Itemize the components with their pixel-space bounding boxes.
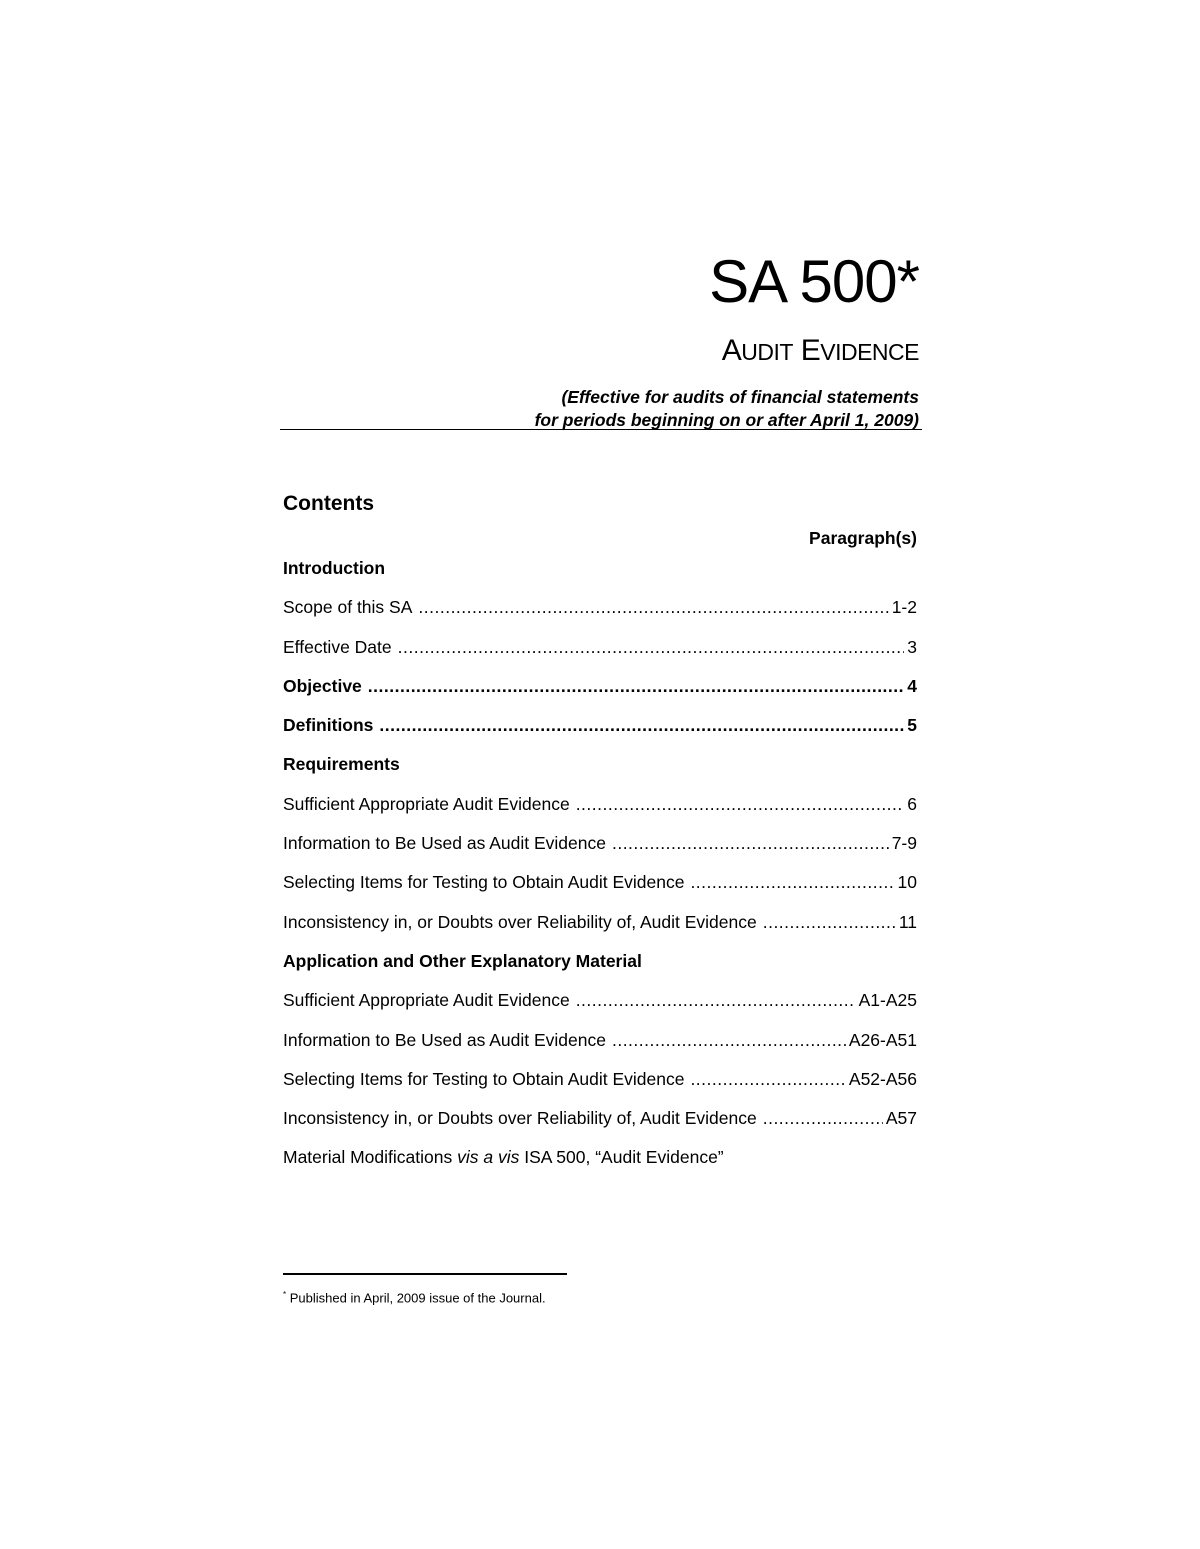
toc-entry-paragraphs: 4: [907, 675, 917, 696]
toc-entry-label: Selecting Items for Testing to Obtain Audit Evidence: [283, 1068, 685, 1089]
toc-dot-leader: [576, 791, 905, 817]
toc-entry: [283, 1066, 917, 1105]
toc-entry-label: Introduction: [283, 558, 386, 578]
toc-entry-paragraphs: 3: [907, 636, 917, 657]
toc-entry: [283, 869, 917, 908]
toc-entry: [283, 1027, 917, 1066]
toc-entry: [283, 673, 917, 712]
title-rest-2: VIDENCE: [820, 339, 919, 365]
toc-entry-paragraphs: A26-A51: [848, 1029, 917, 1050]
toc-entry-label: Scope of this SA: [283, 597, 413, 618]
effective-line-2: for periods beginning on or after April 1, 2009): [534, 410, 919, 430]
toc-entry-label: Information to Be Used as Audit Evidence: [283, 833, 606, 854]
toc-entry-label: Application and Other Explanatory Material: [283, 950, 642, 971]
contents-heading: Contents: [283, 492, 374, 515]
title-rest-1: UDIT: [741, 339, 793, 365]
standard-title: [722, 336, 919, 366]
toc-entry-paragraphs: 6: [907, 793, 917, 814]
toc-dot-leader: [763, 1105, 883, 1131]
toc-dot-leader: [418, 594, 888, 620]
toc-entry-paragraphs: 5: [907, 715, 917, 736]
toc-dot-leader: [690, 869, 894, 895]
toc-entry-label: Objective: [283, 675, 362, 696]
title-cap-1: A: [721, 334, 742, 367]
header-divider: [280, 429, 922, 430]
modifications-italic: vis a vis: [457, 1147, 520, 1168]
modifications-prefix: Material Modifications: [283, 1147, 458, 1168]
toc-entry-paragraphs: 11: [898, 911, 917, 932]
toc-entry: [283, 1105, 917, 1144]
toc-entry-label: Inconsistency in, or Doubts over Reliability of, Audit Evidence: [283, 1108, 757, 1129]
toc-entry-label: Requirements: [283, 754, 400, 775]
footnote: [283, 1290, 546, 1305]
toc-dot-leader: [763, 909, 896, 935]
toc-entry-paragraphs: 7-9: [891, 833, 917, 854]
toc-entry: [283, 830, 917, 869]
toc-dot-leader: [379, 712, 904, 738]
toc-entry-label: Effective Date: [283, 636, 392, 657]
toc-entry-label: Information to Be Used as Audit Evidence: [283, 1029, 606, 1050]
toc-dot-leader: [690, 1066, 845, 1092]
toc-entry-paragraphs: 10: [897, 872, 917, 893]
modifications-suffix: ISA 500, “Audit Evidence”: [519, 1147, 724, 1168]
table-of-contents: [283, 555, 917, 1184]
toc-dot-leader: [612, 1027, 846, 1053]
toc-entry: [283, 555, 917, 594]
toc-entry-label: Definitions: [283, 715, 374, 736]
toc-entry: [283, 751, 917, 790]
toc-entry: [283, 909, 917, 948]
toc-entry-label: Sufficient Appropriate Audit Evidence: [283, 990, 570, 1011]
toc-dot-leader: [368, 673, 904, 699]
effective-date-note: [535, 386, 919, 432]
toc-entry: [283, 594, 917, 633]
toc-entry-paragraphs: A1-A25: [858, 990, 917, 1011]
paragraphs-column-label: Paragraph(s): [809, 528, 917, 548]
toc-entry-paragraphs: A57: [885, 1108, 917, 1129]
toc-entry: [283, 712, 917, 751]
effective-line-1: (Effective for audits of financial statements: [561, 387, 919, 407]
toc-dot-leader: [612, 830, 889, 856]
toc-entry-paragraphs: A52-A56: [848, 1068, 917, 1089]
toc-entry: [283, 948, 917, 987]
standard-number: SA 500*: [709, 248, 919, 315]
footnote-divider: [283, 1273, 567, 1275]
toc-dot-leader: [398, 634, 905, 660]
material-modifications-entry: [283, 1144, 917, 1183]
toc-entry: [283, 634, 917, 673]
toc-entry-label: Selecting Items for Testing to Obtain Audit Evidence: [283, 872, 685, 893]
toc-entry-label: Inconsistency in, or Doubts over Reliability of, Audit Evidence: [283, 911, 757, 932]
toc-dot-leader: [576, 987, 856, 1013]
footnote-marker: *: [283, 1290, 287, 1299]
toc-entry: [283, 987, 917, 1026]
material-modifications-label: [283, 1144, 724, 1170]
footnote-text: Published in April, 2009 issue of the Journal.: [286, 1290, 546, 1306]
toc-entry-label: Sufficient Appropriate Audit Evidence: [283, 793, 570, 814]
title-cap-2: E: [800, 334, 821, 367]
toc-entry: [283, 791, 917, 830]
toc-entry-paragraphs: 1-2: [891, 597, 917, 618]
